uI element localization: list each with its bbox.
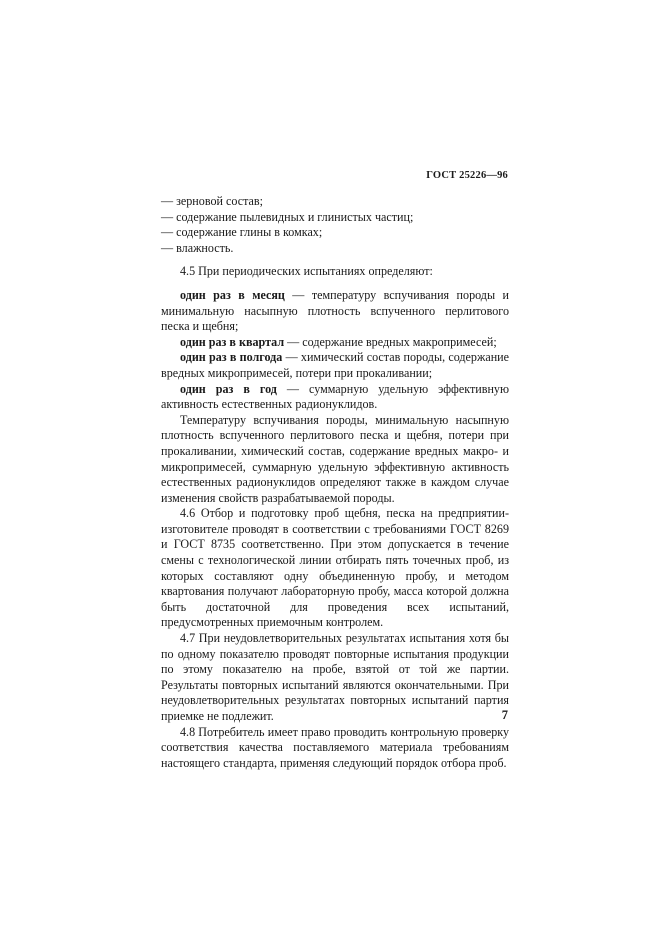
list-item-dust-clay-content: — содержание пылевидных и глинистых частиц; xyxy=(161,209,414,224)
term-monthly: один раз в месяц xyxy=(180,287,285,302)
text-monthly: — температуру вспучивания породы и минимальную насыпную плотность вспученного перлитового песка и щебня; xyxy=(161,287,509,334)
clause-4-5-intro: 4.5 При периодических испытаниях определяют: xyxy=(180,264,433,279)
page-number: 7 xyxy=(501,708,508,722)
schedule-quarterly xyxy=(161,335,509,351)
term-halfyear: один раз в полгода xyxy=(180,350,283,365)
list-item-grain-composition: — зерновой состав; xyxy=(161,194,263,208)
list-item-moisture: — влажность. xyxy=(161,240,234,255)
page-body xyxy=(161,194,509,771)
text-quarterly: — содержание вредных макропримесей; xyxy=(284,334,497,349)
term-yearly: один раз в год xyxy=(180,381,277,396)
text-yearly: — суммарную удельную эффективную активность естественных радионуклидов. xyxy=(161,381,509,412)
clause-4-8: 4.8 Потребитель имеет право проводить контрольную проверку соответствия качества поставляемого материала требованиям настоящего стандарта, применяя следующий порядок отбора проб. xyxy=(161,724,509,770)
schedule-monthly xyxy=(161,288,509,335)
list-item-clay-lumps: — содержание глины в комках; xyxy=(161,225,323,240)
spacer xyxy=(161,256,509,264)
clause-4-6: 4.6 Отбор и подготовку проб щебня, песка на предприятии-изготовителе проводят в соответствии с требованиями ГОСТ 8269 и ГОСТ 8735 соответственно. При этом допускается в течение смены с технологической линии отбирать пять точечных проб, из которых составляют одну объединенную пробу, и методом квартования получают лабораторную пробу, масса которой должна быть достаточной для проведения всех испытаний, предусмотренных приемочным контролем. xyxy=(161,506,509,630)
indicator-list xyxy=(161,194,509,256)
schedule-halfyear xyxy=(161,350,509,381)
standard-header: ГОСТ 25226—96 xyxy=(426,170,508,181)
clause-4-7: 4.7 При неудовлетворительных результатах испытания хотя бы по одному показателю проводят повторные испытания продукции по этому показателю на пробе, взятой от той же партии. Результаты повторных испытаний являются окончательными. При неудовлетворительных результатах повторных испытаний партия приемке не подлежит. xyxy=(161,631,509,723)
schedule-yearly xyxy=(161,382,509,413)
term-quarterly: один раз в квартал xyxy=(180,334,285,349)
clause-4-5-note: Температуру вспучивания породы, минимальную насыпную плотность вспученного перлитового песка и щебня, потери при прокаливании, химический состав, содержание вредных макро- и микропримесей, суммарную удельную эффективную активность естественных радионуклидов определяют также в каждом случае изменения свойств разрабатываемой породы. xyxy=(161,412,509,505)
spacer xyxy=(161,280,509,288)
text-halfyear: — химический состав породы, содержание вредных микропримесей, потери при прокаливании; xyxy=(161,350,510,380)
